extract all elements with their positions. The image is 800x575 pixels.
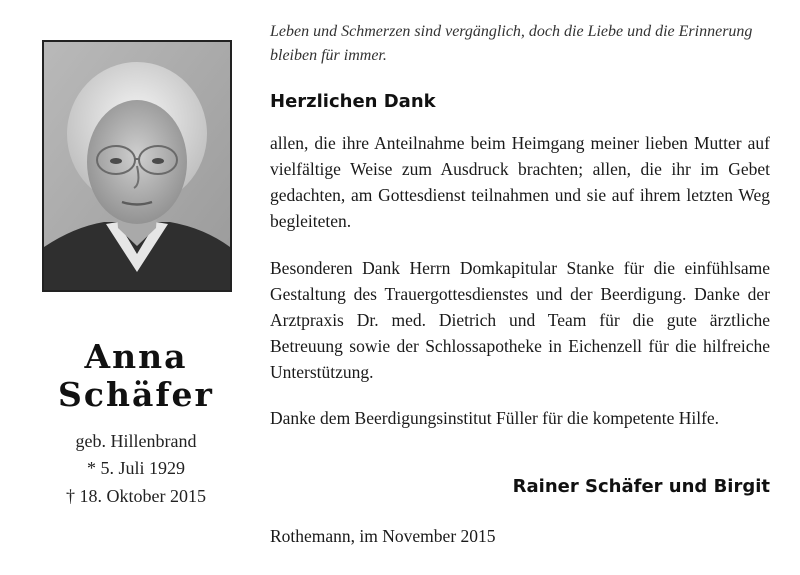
maiden-name: geb. Hillenbrand xyxy=(75,431,197,451)
deceased-first-name: Anna xyxy=(84,337,188,376)
signature: Rainer Schäfer und Birgit xyxy=(512,476,770,497)
thanks-paragraph-2: Besonderen Dank Herrn Domkapitular Stanke für die einfühlsame Gestaltung des Trauergottesdienstes und der Beerdigung. Danke der Arztpraxis Dr. med. Dietrich und Team für die gute ärztliche Betreuung sowie der Schlossapotheke in Eichenzell für die hilfreiche Unterstützung. xyxy=(270,258,770,382)
thanks-paragraph-3: Danke dem Beerdigungsinstitut Füller für die kompetente Hilfe. xyxy=(270,408,720,428)
death-date: † 18. Oktober 2015 xyxy=(66,486,206,506)
place-date: Rothemann, im November 2015 xyxy=(270,526,496,546)
thanks-paragraph-1: allen, die ihre Anteilnahme beim Heimgang meiner lieben Mutter auf vielfältige Weise zum Ausdruck brachten; allen, die ihr im Gebet gedachten, am Gottesdienst teilnahmen und sie auf ihrem letzten Weg begleiteten. xyxy=(270,133,770,231)
portrait-photo xyxy=(42,40,232,292)
deceased-last-name: Schäfer xyxy=(58,375,214,414)
birth-date: * 5. Juli 1929 xyxy=(86,458,185,478)
memorial-quote: Leben und Schmerzen sind vergänglich, doch die Liebe und die Erinnerung bleiben für immer. xyxy=(270,23,753,64)
portrait-image xyxy=(44,42,230,290)
thanks-heading: Herzlichen Dank xyxy=(270,91,436,112)
